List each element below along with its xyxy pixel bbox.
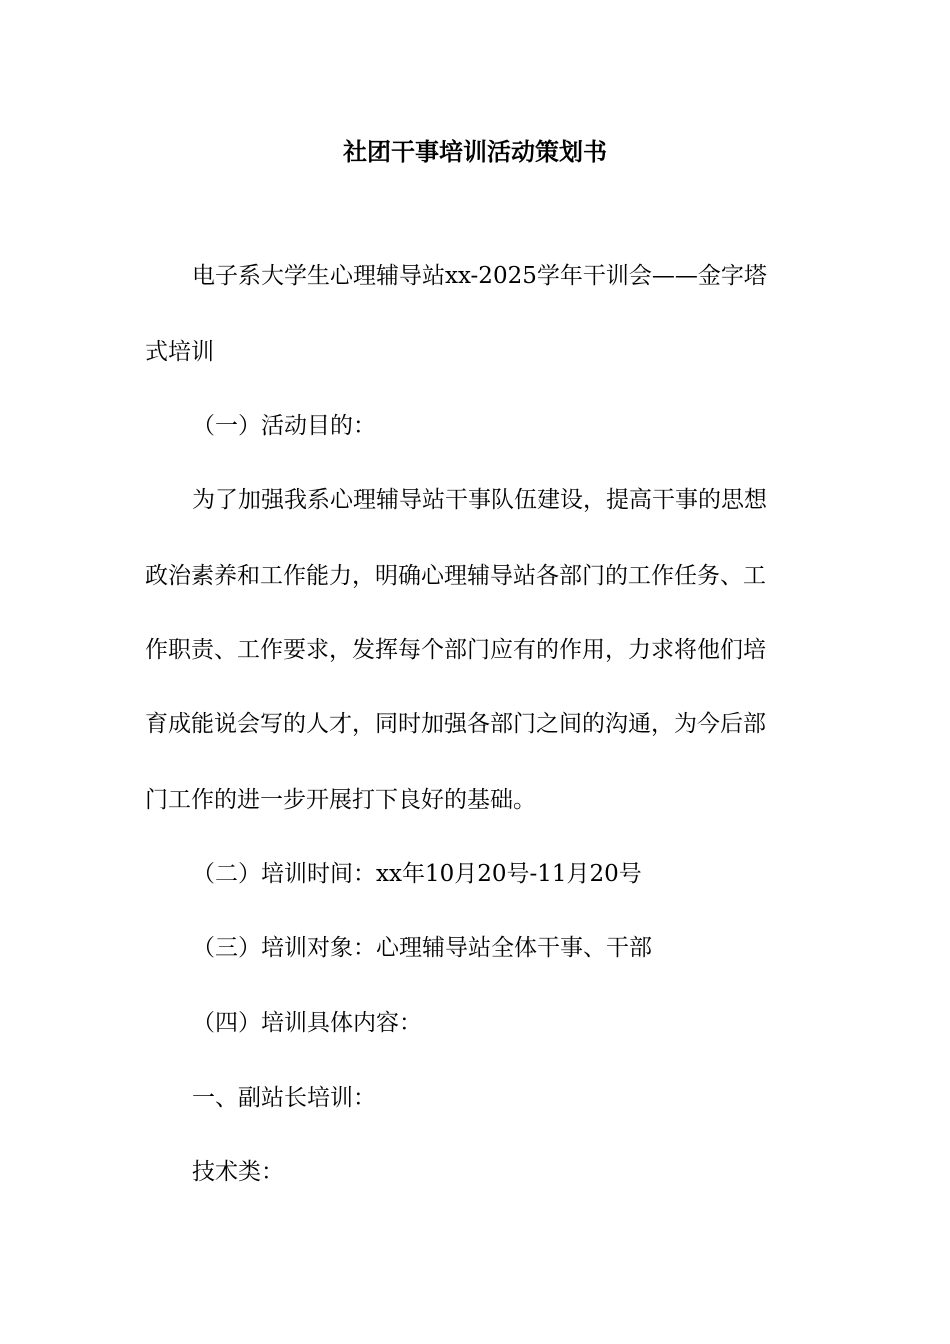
paragraph-line: 政治素养和工作能力，明确心理辅导站各部门的工作任务、工 (145, 563, 766, 589)
section-heading: （三）培训对象：心理辅导站全体干事、干部 (192, 935, 652, 961)
paragraph-line: 式培训 (145, 339, 214, 365)
paragraph-line: 作职责、工作要求，发挥每个部门应有的作用，力求将他们培 (145, 637, 766, 663)
paragraph-line: 门工作的进一步开展打下良好的基础。 (145, 787, 536, 813)
paragraph-line: 育成能说会写的人才，同时加强各部门之间的沟通，为今后部 (145, 711, 766, 737)
document-title: 社团干事培训活动策划书 (343, 137, 607, 166)
section-heading: （二）培训时间：xx年10月20号-11月20号 (192, 861, 642, 887)
paragraph-line: 为了加强我系心理辅导站干事队伍建设，提高干事的思想 (192, 487, 767, 513)
paragraph-line: 电子系大学生心理辅导站xx-2025学年干训会——金字塔 (192, 263, 767, 289)
subsection-heading: 一、副站长培训： (192, 1085, 376, 1111)
section-heading: （一）活动目的： (192, 413, 376, 439)
section-heading: （四）培训具体内容： (192, 1010, 422, 1036)
subsection-heading: 技术类： (192, 1159, 284, 1185)
